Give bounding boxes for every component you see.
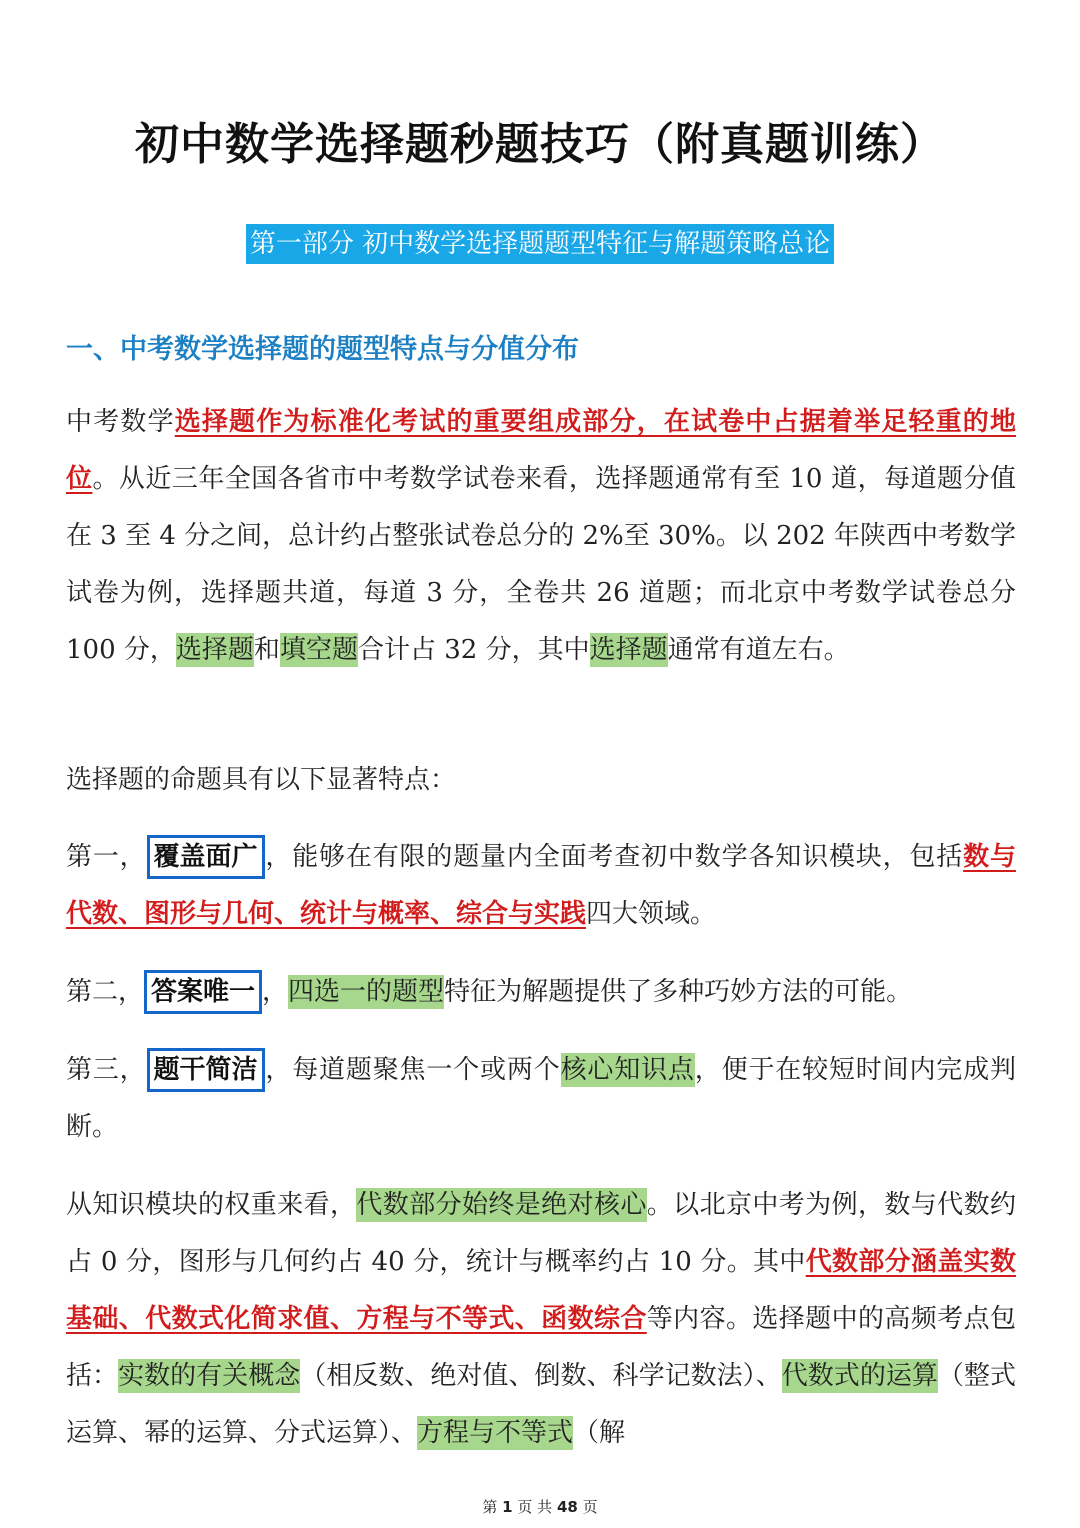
red-underline-text: 选择题作为标准化考试的重要组成部分，在试卷中占据着举足轻重的地位 bbox=[66, 407, 1016, 494]
paragraph-feature-1 bbox=[66, 829, 1016, 943]
red-underline-text: 代数部分涵盖实数基础、代数式化简求值、方程与不等式、函数综合 bbox=[66, 1247, 1016, 1334]
text: 四大领域。 bbox=[586, 899, 717, 929]
text: 从知识模块的权重来看， bbox=[66, 1190, 357, 1220]
red-underline-text: 数与代数、图形与几何、统计与概率、综合与实践 bbox=[66, 842, 1016, 929]
footer-text: 页 共 bbox=[517, 1498, 553, 1516]
text: 。以北京中考为例，数与代数约占 0 分，图形与几何约占 40 分，统计与概率约占 10 分。其中 bbox=[66, 1190, 1016, 1277]
paragraph-feature-2 bbox=[66, 964, 1016, 1021]
boxed-keyword: 题干简洁 bbox=[147, 1048, 265, 1092]
green-highlight: 代数部分始终是绝对核心 bbox=[356, 1190, 647, 1220]
green-highlight: 方程与不等式 bbox=[417, 1418, 574, 1448]
green-highlight: 选择题 bbox=[175, 635, 254, 665]
text: （相反数、绝对值、倒数、科学记数法）、 bbox=[300, 1361, 782, 1391]
text: 。从近三年全国各省市中考数学试卷来看，选择题通常有至 10 道，每道题分值在 3 至 4 分之间，总计约占整张试卷总分的 2%至 30%。以 202 年陕西中考数学试卷为例，选择题共道，每道 3 分，全卷共 26 道题；而北京中考数学试卷总分 100 分， bbox=[66, 464, 1016, 665]
boxed-keyword: 答案唯一 bbox=[144, 970, 262, 1014]
page-footer bbox=[0, 1496, 1080, 1517]
text: 第一， bbox=[66, 842, 147, 872]
text: ，便于在较短时间内完成判断。 bbox=[66, 1055, 1016, 1142]
green-highlight: 填空题 bbox=[279, 635, 358, 665]
text: （解 bbox=[573, 1418, 626, 1448]
text: （整式运算、幂的运算、分式运算）、 bbox=[66, 1361, 1016, 1448]
paragraph-knowledge-weight bbox=[66, 1177, 1016, 1462]
green-highlight: 选择题 bbox=[589, 635, 668, 665]
green-highlight: 四选一的题型 bbox=[288, 977, 445, 1007]
boxed-keyword: 覆盖面广 bbox=[147, 835, 265, 879]
paragraph-feature-3 bbox=[66, 1042, 1016, 1156]
document-title: 初中数学选择题秒题技巧（附真题训练） bbox=[135, 119, 945, 170]
page-number: 1 bbox=[502, 1498, 513, 1516]
footer-text: 页 bbox=[582, 1498, 598, 1516]
text: 特征为解题提供了多种巧妙方法的可能。 bbox=[444, 977, 913, 1007]
green-highlight: 实数的有关概念 bbox=[118, 1361, 301, 1391]
paragraph-features-lead: 选择题的命题具有以下显著特点： bbox=[66, 765, 457, 795]
paragraph-intro bbox=[66, 394, 1016, 679]
text: 等内容。选择题中的高频考点包括： bbox=[66, 1304, 1016, 1391]
footer-text: 第 bbox=[482, 1498, 498, 1516]
text: 通常有道左右。 bbox=[667, 635, 850, 665]
text: 中考数学 bbox=[66, 407, 175, 437]
text: 合计占 32 分，其中 bbox=[357, 635, 590, 665]
part-heading: 第一部分 初中数学选择题题型特征与解题策略总论 bbox=[246, 224, 834, 264]
text: ，每道题聚焦一个或两个 bbox=[264, 1055, 561, 1085]
text: 和 bbox=[253, 635, 280, 665]
green-highlight: 核心知识点 bbox=[560, 1055, 695, 1085]
text: ， bbox=[262, 977, 289, 1007]
section-heading: 一、中考数学选择题的题型特点与分值分布 bbox=[66, 334, 579, 365]
green-highlight: 代数式的运算 bbox=[781, 1361, 938, 1391]
part-heading-wrap bbox=[0, 224, 1080, 264]
text: 第三， bbox=[66, 1055, 147, 1085]
total-pages: 48 bbox=[556, 1498, 578, 1516]
text: ，能够在有限的题量内全面考查初中数学各知识模块，包括 bbox=[264, 842, 964, 872]
text: 第二， bbox=[66, 977, 145, 1007]
